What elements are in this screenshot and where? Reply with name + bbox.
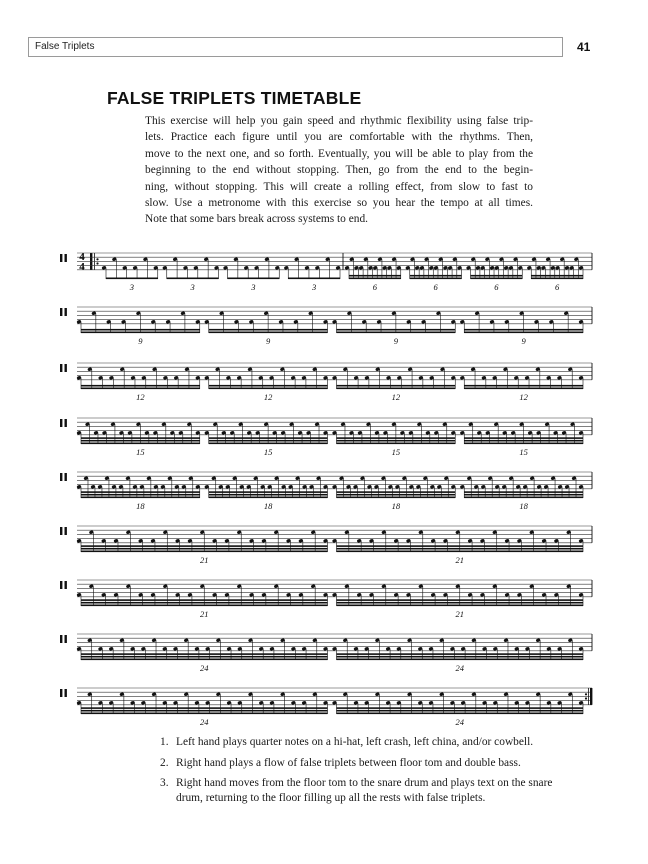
- note-beam: [81, 605, 328, 607]
- tuplet-number: 3: [251, 282, 256, 292]
- note-beam: [106, 278, 158, 280]
- note-beam: [337, 710, 584, 712]
- time-signature-bottom: 4: [79, 261, 85, 273]
- note-beam: [337, 599, 584, 601]
- tuplet-number: 12: [519, 392, 528, 402]
- note-beam: [81, 440, 200, 442]
- note-beam: [464, 440, 583, 442]
- note-beam: [337, 329, 456, 331]
- repeat-dot: [96, 262, 98, 264]
- note-beam: [464, 491, 583, 493]
- note-beam: [81, 710, 328, 712]
- note-beam: [410, 278, 462, 280]
- tuplet-number: 15: [263, 447, 273, 457]
- percussion-clef-icon: [60, 254, 62, 262]
- percussion-clef-icon: [60, 581, 62, 589]
- note-beam: [531, 278, 583, 280]
- note-beam: [337, 440, 456, 442]
- percussion-clef-icon: [65, 364, 67, 372]
- note-beam: [337, 653, 584, 655]
- note-beam: [81, 491, 200, 493]
- note-beam: [464, 497, 583, 499]
- note-beam: [349, 275, 401, 277]
- tuplet-number: 9: [266, 336, 271, 346]
- note-beam: [81, 388, 200, 390]
- note-beam: [167, 278, 219, 280]
- note-beam: [209, 388, 328, 390]
- repeat-dot: [585, 693, 587, 695]
- note-beam: [228, 278, 280, 280]
- section-title: FALSE TRIPLETS TIMETABLE: [107, 88, 362, 108]
- instruction-item: [160, 756, 560, 771]
- note-beam: [410, 275, 462, 277]
- note-beam: [337, 602, 584, 604]
- note-beam: [531, 275, 583, 277]
- note-beam: [209, 332, 328, 334]
- tuplet-number: 21: [200, 609, 209, 619]
- tuplet-number: 18: [391, 501, 401, 511]
- percussion-clef-icon: [60, 473, 62, 481]
- note-beam: [337, 605, 584, 607]
- percussion-clef-icon: [65, 254, 67, 262]
- note-beam: [209, 497, 328, 499]
- instruction-item: [160, 735, 560, 750]
- repeat-dot: [96, 258, 98, 260]
- percussion-clef-icon: [60, 527, 62, 535]
- tuplet-number: 15: [136, 447, 145, 457]
- percussion-clef-icon: [65, 689, 67, 697]
- note-beam: [81, 497, 200, 499]
- tuplet-number: 12: [263, 392, 273, 402]
- note-beam: [337, 332, 456, 334]
- note-beam: [209, 440, 328, 442]
- note-beam: [209, 443, 328, 445]
- note-beam: [81, 437, 200, 439]
- note-beam: [81, 332, 200, 334]
- note-beam: [209, 494, 328, 496]
- percussion-clef-icon: [60, 419, 62, 427]
- note-beam: [337, 443, 456, 445]
- tuplet-number: 3: [190, 282, 195, 292]
- percussion-clef-icon: [65, 419, 67, 427]
- note-beam: [337, 437, 456, 439]
- tuplet-number: 24: [200, 717, 209, 727]
- instruction-text: Right hand plays a flow of false triplets between floor tom and double bass.: [176, 756, 521, 769]
- instruction-item: [160, 776, 560, 805]
- tuplet-number: 3: [129, 282, 134, 292]
- intro-line: slow. Use a metronome with this exercise so you hear the tempo at all times.: [145, 197, 533, 210]
- note-beam: [81, 713, 328, 715]
- note-beam: [81, 385, 200, 387]
- instruction-number: 3.: [160, 777, 169, 789]
- tuplet-number: 6: [433, 282, 438, 292]
- tuplet-number: 6: [555, 282, 560, 292]
- tuplet-number: 15: [519, 447, 528, 457]
- note-beam: [337, 659, 584, 661]
- instruction-list: [160, 735, 560, 811]
- tuplet-number: 21: [455, 555, 464, 565]
- note-beam: [337, 545, 584, 547]
- percussion-clef-icon: [60, 308, 62, 316]
- tuplet-number: 18: [263, 501, 273, 511]
- note-beam: [81, 653, 328, 655]
- note-beam: [81, 659, 328, 661]
- note-beam: [209, 437, 328, 439]
- note-beam: [209, 385, 328, 387]
- tuplet-number: 18: [519, 501, 528, 511]
- note-beam: [209, 329, 328, 331]
- page-number: 41: [577, 40, 591, 54]
- note-beam: [81, 656, 328, 658]
- tuplet-number: 6: [494, 282, 499, 292]
- percussion-clef-icon: [65, 527, 67, 535]
- note-beam: [337, 494, 456, 496]
- note-beam: [337, 707, 584, 709]
- tuplet-number: 9: [138, 336, 143, 346]
- note-beam: [81, 545, 328, 547]
- percussion-clef-icon: [65, 473, 67, 481]
- note-beam: [81, 494, 200, 496]
- running-header-title: False Triplets: [35, 41, 95, 52]
- percussion-clef-icon: [60, 364, 62, 372]
- instruction-text: Left hand plays quarter notes on a hi-hat, left crash, left china, and/or cowbell.: [176, 736, 534, 748]
- tuplet-number: 24: [455, 717, 464, 727]
- note-beam: [81, 443, 200, 445]
- intro-line: lets. Practice each figure until you are comfortable with the rhythms. Then,: [145, 131, 533, 144]
- percussion-clef-icon: [60, 689, 62, 697]
- note-beam: [81, 551, 328, 553]
- note-beam: [471, 278, 523, 280]
- note-beam: [471, 275, 523, 277]
- percussion-clef-icon: [65, 581, 67, 589]
- note-beam: [464, 332, 583, 334]
- tuplet-number: 3: [312, 282, 317, 292]
- tuplet-number: 21: [200, 555, 209, 565]
- note-beam: [81, 707, 328, 709]
- tuplet-number: 12: [391, 392, 401, 402]
- instruction-text: Right hand moves from the floor tom to the snare drum and plays text on the snare drum, returning to the floor filling up all the rests with false triplets.: [176, 777, 553, 804]
- tuplet-number: 24: [455, 663, 464, 673]
- note-beam: [337, 491, 456, 493]
- intro-line: This exercise will help you gain speed and rhythmic flexibility using false trip-: [145, 115, 533, 127]
- intro-line: move to the next one, and so forth. Eventually, you will be able to play from the: [145, 147, 533, 160]
- note-beam: [464, 329, 583, 331]
- percussion-clef-icon: [65, 635, 67, 643]
- note-beam: [81, 329, 200, 331]
- tuplet-number: 15: [391, 447, 401, 457]
- note-beam: [337, 548, 584, 550]
- note-beam: [464, 385, 583, 387]
- note-beam: [81, 599, 328, 601]
- note-beam: [337, 385, 456, 387]
- tuplet-number: 21: [455, 609, 464, 619]
- tuplet-number: 24: [200, 663, 209, 673]
- intro-line: beginning to the end without stopping. Then, go from the end to the begin-: [145, 164, 533, 177]
- note-beam: [337, 551, 584, 553]
- note-beam: [464, 437, 583, 439]
- note-beam: [337, 497, 456, 499]
- note-beam: [349, 278, 401, 280]
- instruction-number: 1.: [160, 736, 169, 748]
- tuplet-number: 9: [521, 336, 526, 346]
- intro-line: Note that some bars break across systems to end.: [145, 213, 369, 226]
- percussion-clef-icon: [65, 308, 67, 316]
- tuplet-number: 12: [136, 392, 145, 402]
- note-beam: [81, 548, 328, 550]
- note-beam: [337, 656, 584, 658]
- repeat-dot: [585, 697, 587, 699]
- note-beam: [464, 494, 583, 496]
- note-beam: [464, 388, 583, 390]
- note-beam: [288, 278, 340, 280]
- note-beam: [209, 491, 328, 493]
- repeat-end-barline: [590, 688, 592, 705]
- percussion-clef-icon: [60, 635, 62, 643]
- note-beam: [81, 602, 328, 604]
- note-beam: [337, 388, 456, 390]
- tuplet-number: 6: [372, 282, 377, 292]
- tuplet-number: 18: [136, 501, 145, 511]
- intro-line: ning, without stopping. This will create a rolling effect, from slow to fast to: [145, 180, 533, 193]
- note-beam: [464, 443, 583, 445]
- tuplet-number: 9: [393, 336, 398, 346]
- instruction-number: 2.: [160, 756, 169, 769]
- time-signature-top: 4: [79, 251, 85, 263]
- note-beam: [337, 713, 584, 715]
